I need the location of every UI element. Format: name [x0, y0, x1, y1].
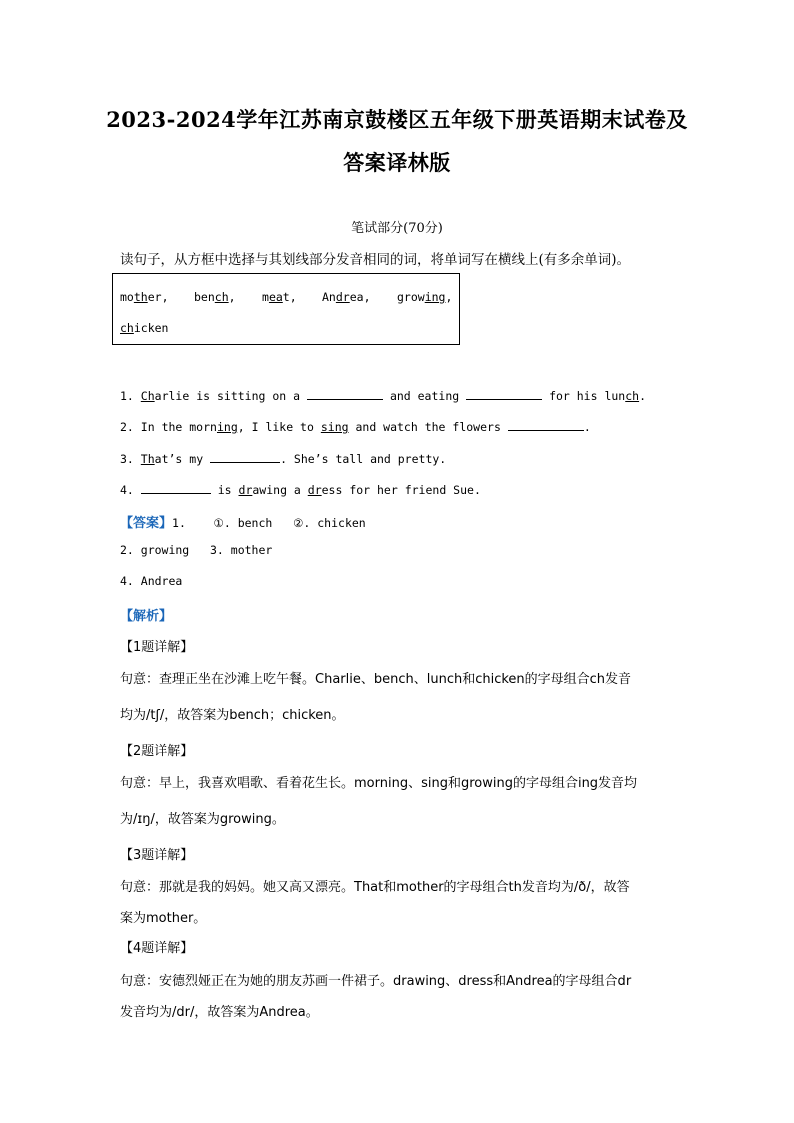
detail-3-line-2: 案为mother。: [120, 911, 207, 926]
question-3: 3. That’s my . She’s tall and pretty.: [120, 452, 447, 466]
question-1: 1. Charlie is sitting on a and eating for his lunch.: [120, 389, 647, 403]
answer-blank[interactable]: [141, 481, 211, 494]
word-bench: bench,: [194, 290, 236, 304]
answer-blank[interactable]: [307, 387, 383, 400]
word-andrea: Andrea,: [322, 290, 371, 304]
answer-line-3: 4. Andrea: [120, 574, 183, 588]
detail-4-line-2: 发音均为/dr/，故答案为Andrea。: [120, 1005, 319, 1020]
answer-blank[interactable]: [210, 450, 280, 463]
word-growing: growing,: [397, 290, 453, 304]
question-4: 4. is drawing a dress for her friend Sue.: [120, 483, 481, 497]
document-title-line-2: 答案译林版: [343, 150, 451, 175]
detail-2-line-2: 为/ɪŋ/，故答案为growing。: [120, 812, 285, 827]
detail-3-tag: 【3题详解】: [120, 848, 194, 863]
answer-tag: 【答案】: [120, 516, 173, 531]
detail-1-line-2: 均为/tʃ/，故答案为bench；chicken。: [120, 708, 345, 723]
instruction-text: 读句子，从方框中选择与其划线部分发音相同的词，将单词写在横线上(有多余单词)。: [120, 252, 631, 268]
question-2: 2. In the morning, I like to sing and watch the flowers .: [120, 420, 591, 434]
detail-1-tag: 【1题详解】: [120, 640, 194, 655]
answer-line-2: 2. growing 3. mother: [120, 543, 273, 557]
word-box: [112, 273, 460, 345]
word-chicken: chicken: [120, 321, 169, 335]
answer-blank[interactable]: [508, 418, 584, 431]
document-title-line-1: 2023-2024学年江苏南京鼓楼区五年级下册英语期末试卷及: [106, 107, 688, 132]
section-heading: 笔试部分(70分): [351, 221, 443, 236]
detail-4-tag: 【4题详解】: [120, 941, 194, 956]
word-meat: meat,: [262, 290, 297, 304]
detail-2-line-1: 句意：早上，我喜欢唱歌、看着花生长。morning、sing和growing的字母组合ing发音均: [120, 776, 638, 791]
detail-4-line-1: 句意：安德烈娅正在为她的朋友苏画一件裙子。drawing、dress和Andrea的字母组合dr: [120, 974, 632, 989]
detail-2-tag: 【2题详解】: [120, 744, 194, 759]
analysis-tag: 【解析】: [120, 609, 173, 624]
answer-line-1: 【答案】1. ①. bench ②. chicken: [120, 516, 366, 531]
word-mother: mother,: [120, 290, 169, 304]
answer-blank[interactable]: [466, 387, 542, 400]
detail-3-line-1: 句意：那就是我的妈妈。她又高又漂亮。That和mother的字母组合th发音均为/ð/，故答: [120, 880, 630, 895]
detail-1-line-1: 句意：查理正坐在沙滩上吃午餐。Charlie、bench、lunch和chicken的字母组合ch发音: [120, 672, 632, 687]
